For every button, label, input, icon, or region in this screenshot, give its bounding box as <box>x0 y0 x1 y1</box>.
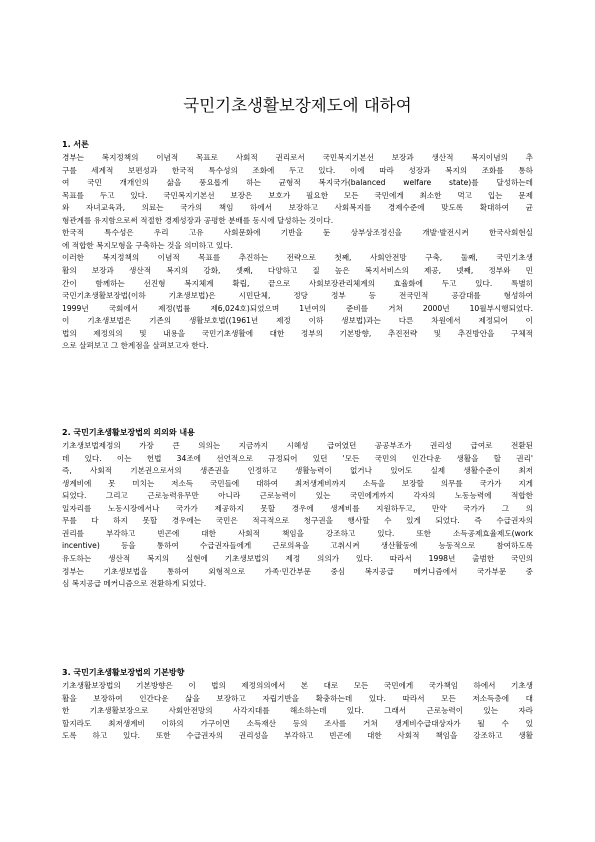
paragraph-line: 데 있다. 이는 헌법 34조에 선언적으로 규정되어 있던 '모든 국민의 인간다운 생활을 할 권리' <box>62 453 533 463</box>
paragraph-line: 에 적합한 복지모형을 구축하는 것을 의미하고 있다. <box>62 240 233 250</box>
document-title: 국민기초생활보장제도에 대하여 <box>183 96 412 115</box>
paragraph-line: 생계비에 못 미치는 저소득 국민들에 대하여 최저생계비까지 소득을 보장할 의무를 국가가 지게 <box>62 478 533 488</box>
paragraph-line: 간이 함께하는 선진형 복지체계 확립, 끝으로 사회보장관리체계의 효율화에 두고 있다. 특별히 <box>62 278 533 288</box>
paragraph-line: 국민기초생활보장법(이하 기초생보법)은 시민단체, 정당 정부 등 전국민적 공감대를 형성하여 <box>62 291 533 301</box>
paragraph-line: 기초생활보장법의 기본방향은 이 법의 제정의의에서 본 대로 모든 국민에게 국가책임 하에서 기초생 <box>62 681 533 690</box>
paragraph-line: 법의 제정의의 및 내용을 국민기초생활에 대한 정부의 기본방향, 추진전략 및 추진방안을 구체적 <box>62 328 533 338</box>
paragraph-line: 할지라도 최저생계비 이하의 가구이면 소득재산 등의 조사를 거쳐 생계비수급대상자가 될 수 있 <box>62 718 533 728</box>
paragraph-line: 와 자녀교육과, 의료는 국가의 책임 하에서 보장하고 사회복지를 경제수준에 맞도록 확대하여 균 <box>62 203 533 213</box>
paragraph-line: 이 기초생보법은 기존의 생활보호법((1961년 제정 이하 생보법)과는 다른 차원에서 제정되어 이 <box>62 316 533 326</box>
paragraph-line: 여 국민 개개인의 삶을 풍요롭게 하는 균형적 복지국가(balanced welfare state)를 달성하는데 <box>62 178 533 188</box>
paragraph-line: 으로 살펴보고 그 한계점을 살펴보고자 한다. <box>62 341 209 351</box>
paragraph-line: 즉, 사회적 기본권으로서의 생존권을 인정하고 생활능력이 없거나 있어도 실제 생활수준이 최저 <box>62 466 533 476</box>
paragraph-line: 도록 하고 있다. 또한 수급권자의 권리성을 부각하고 빈곤에 대한 사회적 책임을 강조하고 생활 <box>62 731 533 741</box>
paragraph-line: 일자리를 노동시장에서나 국가가 제공하지 못할 경우에 생계비를 지원하두고, 만약 국가가 그 의 <box>62 503 533 513</box>
paragraph-line: 활의 보장과 생산적 복지의 강화, 셋째, 다양하고 질 높은 복지서비스의 제공, 넷째, 정부와 민 <box>62 265 533 275</box>
paragraph-line: 목표를 두고 있다. 국민복지기본선 보장은 보호가 필요한 모든 국민에게 최소한 먹고 입는 문제 <box>62 190 533 200</box>
paragraph-line: 구를 세계적 보편성과 한국적 특수성의 조화에 두고 있다. 이에 따라 성장과 복지의 조화를 통하 <box>62 165 533 175</box>
section-heading: 1. 서론 <box>62 140 89 149</box>
paragraph-line: 1999년 국회에서 제정(법률 제6,024호)되었으며 1년여의 준비를 거쳐 2000년 10월부시행되었다. <box>62 303 533 313</box>
section-heading: 3. 국민기초생활보장법의 기본방향 <box>62 668 185 677</box>
paragraph-line: 한국적 특수성은 우리 고유 사회문화에 기반을 둔 상부상조정신을 개발·발전시켜 한국사회현실 <box>62 228 533 238</box>
paragraph-line: incentive) 등을 통하여 수급권자들에게 근로의욕을 고취시켜 생산활동에 능동적으로 참여하도록 <box>62 541 533 551</box>
paragraph-line: 심 복지공급 메커니즘으로 전환하게 되었다. <box>62 579 207 589</box>
paragraph-line: 되었다. 그리고 근로능력유무만 아니라 근로능력이 있는 국민에게까지 각자의 노동능력에 적합한 <box>62 491 533 501</box>
paragraph-line: 활을 보장하여 인간다운 삶을 보장하고 자립기반을 확충하는데 있다. 따라서 모든 저소득층에 대 <box>62 693 533 703</box>
paragraph-line: 무를 다 하지 못할 경우에는 국민은 적극적으로 청구권을 행사할 수 있게 되었다. 즉 수급권자의 <box>62 516 533 526</box>
paragraph-line: 이러한 복지정책의 이념적 목표를 추진하는 전략으로 첫째, 사회안전망 구축, 둘째, 국민기초생 <box>62 253 533 263</box>
paragraph-line: 기초생보법제정의 가장 큰 의의는 지금까지 시혜성 급여였던 공공부조가 권리성 급여로 전환된 <box>62 441 533 450</box>
paragraph-line: 한 기초생활보장으로 사회안전망의 사각지대를 해소하는데 있다. 그래서 근로능력이 있는 자라 <box>62 706 533 716</box>
paragraph-line: 유도하는 생산적 복지의 실현에 기초생보법의 제정 의의가 있다. 따라서 1998년 출범한 국민의 <box>62 553 533 563</box>
paragraph-line: 정부는 기초생보법을 통하여 외형적으로 가족·민간부문 중심 복지공급 메커니즘에서 국가부문 중 <box>62 566 533 576</box>
section-heading: 2. 국민기초생활보장법의 의의와 내용 <box>62 428 195 437</box>
paragraph-line: 형관계를 유지함으로써 적절한 경제성장과 공평한 분배를 동시에 달성하는 것이다. <box>62 215 334 225</box>
paragraph-line: 경부는 복지정책의 이념적 목표로 사회적 권리로서 국민복지기본선 보장과 생산적 복지이념의 추 <box>62 153 533 162</box>
paragraph-line: 권리를 부각하고 빈곤에 대한 사회적 책임을 강조하고 있다. 또한 소득공제효율제도(work <box>62 528 533 538</box>
